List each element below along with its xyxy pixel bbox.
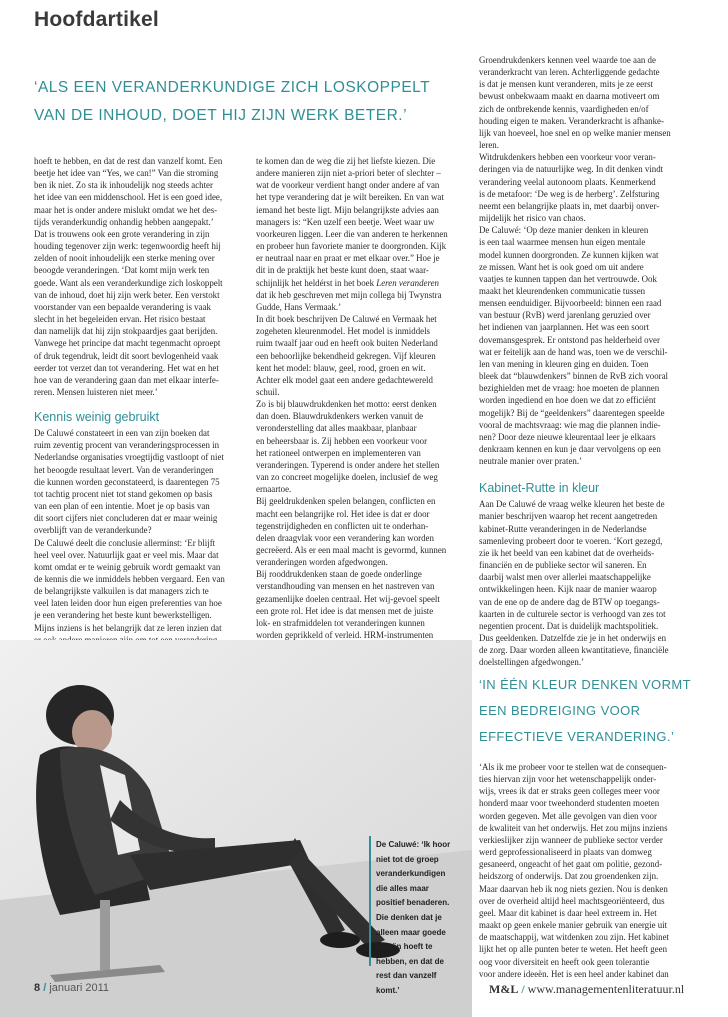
text-line: ernaartoe.: [256, 484, 292, 495]
text-line: Bij geeldrukdenken spelen belangen, conflicten en: [256, 496, 436, 507]
text-line: Aan De Caluwé de vraag welke kleuren het beste de: [479, 499, 665, 510]
pull-quote: [34, 74, 454, 130]
text-line: Mijns inziens is het belangrijk dat ze leren inzien dat: [34, 622, 222, 633]
text-line: verkieslijker zijn wanneer de publieke sector verder: [479, 834, 663, 845]
text-line: dovemansgesprek. Er ontstond pas helderheid over: [479, 334, 660, 345]
text-line: niet tot de groep: [376, 854, 439, 864]
text-line: Groendrukdenkers kennen veel waarde toe aan de: [479, 55, 656, 65]
text-line: vaatjes te kunnen tappen dan het vertrouwde. Ook: [479, 273, 657, 284]
text-line: Maar daarvan heb ik nog niets gezien. Nou is denken: [479, 883, 668, 894]
text-line: veronderstelling dat alles maakbaar, planbaar: [256, 423, 417, 434]
text-line: heidszorg of onderwijs. Dat zou groendenken zijn.: [479, 871, 659, 882]
paragraph: [479, 54, 691, 151]
text-line: mogelijk? Bij de “geeldenkers” daarentegen speelde: [479, 407, 665, 418]
text-line: maar het is onder andere mislukt omdat we het des-: [34, 204, 218, 215]
text-line: komt.’: [376, 985, 400, 995]
text-line: bewust onbekwaam maakt en daarna motiveert om: [479, 91, 660, 102]
text-line: overblijft van de veranderkunde?: [34, 525, 152, 536]
text-line: van de ene op de andere dag de BTW op toegangs-: [479, 596, 660, 607]
text-line: Zo is bij blauwdrukdenken het motto: eerst denken: [256, 399, 437, 410]
footer-slash: /: [43, 982, 47, 994]
text-line: andere manieren zijn niet a-priori beter of slechter –: [256, 168, 441, 179]
text-line: veranderkracht van leren. Achterliggende gedachte: [479, 67, 660, 78]
text-line: managers is: “Ken uzelf een beetje. Weet waar uw: [256, 216, 435, 227]
text-line: worden geprikkeld of verleid. HRM-instrumenten: [256, 630, 434, 641]
subheading-kennis: Kennis weinig gebruikt: [34, 410, 160, 425]
text-line: verandering veelal autonoom plaats. Kenmerkend: [479, 176, 656, 187]
paragraph: [479, 761, 691, 980]
text-line: het beoogde resultaat levert. Van de veranderingen: [34, 464, 214, 475]
text-line: ruim zeventig procent van veranderingsprocessen in: [34, 440, 220, 451]
text-line: In dit boek beschrijven De Caluwé en Vermaak het: [256, 314, 437, 325]
text-line: voor andere ideeën. Het is een heel ander kabinet dan: [479, 968, 669, 979]
text-line: Gudde, Hans Vermaak.’: [256, 301, 342, 312]
text-line: het type verandering dat je wilt bereiken. En van wat: [256, 192, 444, 203]
text-line: dit in de praktijk het beste kunt doen, staat waar-: [256, 265, 429, 276]
text-line: ruim twaalf jaar oud en heeft ook buiten Nederland: [256, 338, 438, 349]
text-line: ze missen. Want het is ook goed om uit andere: [479, 261, 644, 272]
text-line: neemt een belangrijke plaats in, met daarbij onver-: [479, 200, 660, 211]
text-line: is een taal waarmee mensen hun eigen mentale: [479, 237, 646, 248]
text-line: positief benaderen.: [376, 898, 450, 908]
text-line: daarbij walst men over allerlei maatschappelijke: [479, 572, 651, 583]
text-line: veranderingen. Typerend is onder andere het stellen: [256, 459, 440, 470]
text-line: zelden of nooit inhoudelijk een sterke mening over: [34, 253, 215, 264]
paragraph: [479, 498, 691, 668]
text-line: schijnlijk het heldérst in het boek Leren veranderen: [256, 277, 439, 288]
text-line: voorkeuren liggen. Leer die van anderen te herkennen: [256, 228, 448, 239]
text-line: model kunnen doorgronden. Ze kunnen kijken wat: [479, 249, 659, 260]
text-line: delen draagvlak voor een verandering kan worden: [256, 532, 434, 543]
text-line: nen? Door deze nieuwe kleurentaal leer je elkaars: [479, 431, 656, 442]
text-line: eerder tot verzet dan tot verandering. Het wat en het: [34, 362, 219, 373]
text-line: negentien procent. Dat is duidelijk machtspolitiek.: [479, 620, 659, 631]
text-line: hebben, en dat de: [376, 956, 445, 966]
text-line: Dat is trouwens ook een grote verandering in zijn: [34, 228, 210, 239]
paragraph: [479, 224, 691, 467]
text-line: len van mening in kleuren ging en duiden. Toen: [479, 358, 649, 369]
pull-quote-line: EEN BEDREIGING VOOR: [479, 703, 641, 718]
footer-brand: [489, 982, 684, 997]
text-line: het idee van een middenschool. Het is een goed idee,: [34, 192, 223, 203]
text-line: zogeheten kleurenmodel. Het model is inmiddels: [256, 326, 431, 337]
text-line: worden gegeven. Met alle gevolgen van dien voor: [479, 810, 657, 821]
paragraph: [479, 151, 691, 224]
text-line: lijk van hoeveel, hoe snel en op welke manier mensen: [479, 127, 671, 138]
text-line: vooral de machtsvraag: wie mag die plannen indie-: [479, 419, 661, 430]
text-line: Die denken dat je: [376, 912, 442, 922]
paragraph: [34, 427, 246, 646]
article-column-2: [256, 155, 468, 653]
text-line: beetje het idee van “Yes, we can!” Van die stroming: [34, 168, 219, 179]
text-line: over de overheid altijd heel machtsgeoriënteerd, dus: [479, 895, 665, 906]
text-line: ‘Als ik me probeer voor te stellen wat de consequen-: [479, 762, 667, 772]
text-line: Vanwege het principe dat macht tegenmacht oproept: [34, 338, 221, 349]
text-line: tegenstrijdigheden en conflicten uit te onderhan-: [256, 520, 429, 531]
text-line: slecht in het begeleiden ervan. Het risico bestaat: [34, 314, 206, 325]
text-line: van de inhoud, doet hij zijn werk beter. Een verstokt: [34, 289, 220, 300]
text-line: dan namelijk dat hij zijn stokpaardjes gaat berijden.: [34, 326, 218, 337]
text-line: ontwikkelingen heen. Kijk naar de manier waarop: [479, 584, 657, 595]
text-line: gesaneerd, ongeacht of het gaat om politie, gezond-: [479, 859, 663, 870]
text-line: maakt op geen enkele manier gebruik van energie uit: [479, 920, 668, 931]
text-line: mensen eenduidiger. Bijvoorbeeld: binnen een raad: [479, 298, 662, 309]
website-link[interactable]: www.managementenliteratuur.nl: [527, 982, 685, 996]
text-line: wat er feitelijk aan de hand was, toen we de verschil-: [479, 346, 668, 357]
text-line: Bij rooddrukdenken staan de goede onderlinge: [256, 569, 422, 580]
text-line: tijds veranderkundig onhandig hebben aangepakt.’: [34, 216, 214, 227]
text-line: het rationeel ontwerpen en implementeren van: [256, 447, 421, 458]
text-line: de kennis die we inmiddels hebben vergaard. Een van: [34, 574, 225, 584]
text-line: een grote rol. Het idee is dat mensen met de juiste: [256, 605, 434, 616]
text-line: macht een belangrijke rol. Het idee is dat er door: [256, 508, 430, 519]
text-line: komt omdat er te weinig gebruik wordt gemaakt van: [34, 561, 221, 572]
text-line: De Caluwé deelt die conclusie allerminst: ‘Er blijft: [34, 537, 216, 548]
pull-quote-line: ‘IN ÉÉN KLEUR DENKEN VORMT: [479, 677, 691, 692]
text-line: De Caluwé constateert in een van zijn boeken dat: [34, 428, 210, 439]
text-line: gezamenlijke doelen centraal. Het wij-gevoel speelt: [256, 593, 440, 604]
text-line: Dus geeldenken. Datzelfde zie je in het onderwijs en: [479, 633, 667, 644]
text-line: dit soort cijfers niet concluderen dat er maar weinig: [34, 513, 218, 524]
text-line: je een verandering het beste kunt bewerkstelligen.: [34, 610, 212, 621]
text-line: manier beschrijven waarop het recent aangetreden: [479, 511, 658, 522]
subheading-kabinet: Kabinet-Rutte in kleur: [479, 481, 600, 496]
text-line: Witdrukdenkers hebben een voorkeur voor veran-: [479, 152, 656, 163]
text-line: lijkt het op alle punten beter te weten. Het heeft geen: [479, 944, 668, 955]
text-line: kaarten in de culturele sector is verhoogd van zes tot: [479, 608, 666, 619]
text-line: De Caluwé: ‘Ik hoor: [376, 840, 451, 849]
text-line: kent het model: blauw, geel, rood, groen en wit.: [256, 362, 426, 373]
text-line: gecreëerd. Als er een maal macht is gevormd, kunnen: [256, 545, 447, 555]
text-line: het indienen van jaarplannen. Het was een soort: [479, 322, 650, 333]
text-line: veel laten leiden door hun eigen preferenties van hoe: [34, 598, 222, 609]
text-line: zie ik het beeld van een kabinet dat de overheids-: [479, 547, 655, 558]
brand-name: M&L: [489, 982, 519, 996]
text-line: de zorg. Daar worden alleen kwantitatieve, financiële: [479, 645, 669, 656]
text-line: maakt het kleurendenken communicatie tussen: [479, 285, 646, 296]
text-line: tot tachtig procent niet tot stand gekomen op basis: [34, 488, 213, 499]
text-line: honderd maar voor tweehonderd studenten moeten: [479, 798, 660, 809]
text-line: houding tegenover zijn werk: tegenwoordig heeft hij: [34, 241, 221, 252]
text-line: dat ik heb geschreven met mijn collega bij Twynstra: [256, 289, 442, 300]
text-line: deringen via de natuurlijke weg. In dit denken vindt: [479, 164, 664, 175]
text-line: lok- en strafmiddelen tot veranderingen kunnen: [256, 617, 425, 628]
text-line: worden ingediend en hoe doen we dat zo efficiënt: [479, 395, 656, 406]
text-line: en probeer hun favoriete manier te doorgronden. Kijk: [256, 241, 447, 252]
footer-page-info: [34, 982, 109, 994]
paragraph: [34, 155, 246, 398]
text-line: financiën en de publieke sector wil saneren. En: [479, 560, 647, 571]
text-line: ideeën hoeft te: [376, 942, 433, 952]
text-line: rest dan vanzelf: [376, 971, 437, 981]
text-line: goede. Want als een veranderkundige zich loskoppelt: [34, 277, 223, 288]
pull-quote-line: EFFECTIEVE VERANDERING.’: [479, 729, 675, 744]
paragraph: [256, 398, 468, 495]
page-number: 8: [34, 982, 41, 994]
article-column-1: [34, 155, 246, 646]
article-column-3: [479, 54, 691, 669]
text-line: kabinet-Rutte veranderingen in de Nederlandse: [479, 523, 647, 534]
text-line: de kwaliteit van het onderwijs. Het zou mijns inziens: [479, 822, 668, 833]
article-column-3-continued: [479, 761, 691, 980]
text-line: leren.: [479, 140, 499, 151]
text-line: Achter elk model gaat een andere gedachtewereld: [256, 374, 433, 385]
text-line: oog voor diversiteit en heeft ook geen tolerantie: [479, 956, 650, 967]
text-line: bleek dat “blauwdenkers” binnen de RvB zich vooral: [479, 371, 669, 382]
text-line: de maatschappij, wat witdenken zou zijn. Het kabinet: [479, 932, 670, 943]
text-line: dan doen. Blauwdrukdenkers werken vanuit de: [256, 411, 424, 422]
photo-caption: [376, 838, 462, 999]
text-line: die kunnen worden geconstateerd, is daarentegen 75: [34, 476, 220, 487]
text-line: iemand het beste ligt. Mijn belangrijkste advies aan: [256, 204, 439, 215]
text-line: bezighielden met de vraag: hoe moeten de plannen: [479, 383, 660, 394]
text-line: er neutraal naar en praat er met elkaar over.” Hoe je: [256, 253, 440, 264]
paragraph: [256, 495, 468, 568]
text-line: schuil.: [256, 386, 280, 397]
text-line: neutrale manier over praten.’: [479, 456, 582, 467]
text-line: Nederlandse organisaties vroegtijdig vastloopt of niet: [34, 452, 224, 463]
pull-quote-line: VAN DE INHOUD, DOET HIJ ZIJN WERK BETER.’: [34, 107, 408, 124]
text-line: denkraam kennen en kun je daar vervolgens op een: [479, 444, 661, 454]
text-line: doelstellingen afgedwongen.’: [479, 657, 584, 668]
text-line: veranderingen worden afgedwongen.: [256, 557, 388, 568]
text-line: veranderkundigen: [376, 869, 446, 879]
text-line: beoogde veranderingen. ‘Dat komt mijn werk ten: [34, 265, 210, 276]
text-line: ben ik niet. Zo sta ik inhoudelijk nog steeds achter: [34, 180, 213, 191]
text-line: is dat je mensen kunt veranderen, mits je ze eerst: [479, 79, 653, 90]
caption-accent-bar: [369, 836, 371, 966]
paragraph: [256, 155, 468, 313]
text-line: die alles maar: [376, 883, 429, 893]
text-line: alleen maar goede: [376, 927, 446, 937]
issue-date: januari 2011: [49, 982, 110, 994]
text-line: ties hiervan zijn voor het wetenschappelijk onder-: [479, 774, 657, 785]
text-line: wat de voorkeur verdient hangt onder andere af van: [256, 180, 440, 191]
text-line: zich de ontbrekende kennis, vaardigheden en/of: [479, 103, 649, 114]
text-line: van bestuur (RvB) werd jarenlang geruzied over: [479, 310, 651, 321]
text-line: mijdelijk het risico van chaos.: [479, 213, 586, 224]
pull-quote-line: ‘ALS EEN VERANDERKUNDIGE ZICH LOSKOPPELT: [34, 79, 431, 96]
text-line: De Caluwé: ‘Op deze manier denken in kleuren: [479, 225, 649, 236]
text-line: hoe van de verandering gaan dan met elkaar interfe-: [34, 374, 219, 385]
pull-quote-2: [479, 672, 699, 750]
text-line: en beheersbaar is. Zij hebben een voorkeur voor: [256, 435, 428, 446]
text-line: wijs, vrees ik dat er straks geen colleges meer voor: [479, 786, 660, 797]
text-line: samenleving probeert door te voeren. ‘Kort gezegd,: [479, 535, 663, 546]
text-line: verstandhouding van mensen en het nastreven van: [256, 581, 435, 592]
text-line: heel veel over. Natuurlijk gaat er veel mis. Maar dat: [34, 549, 219, 560]
book-title: Leren veranderen: [376, 277, 439, 288]
section-label: Hoofdartikel: [34, 8, 159, 31]
text-line: is de metafoor: ‘De weg is de herberg’. Zelfsturing: [479, 188, 660, 199]
text-line: voorstander van een bepaalde verandering is vaak: [34, 301, 211, 312]
text-line: houding eigen te maken. Veranderkracht is afhanke-: [479, 115, 664, 126]
text-line: werd geprofessionaliseerd in plaats van domweg: [479, 847, 652, 858]
text-line: van zo concreet mogelijke doelen, inclusief de weg: [256, 472, 438, 483]
text-line: hoeft te hebben, en dat de rest dan vanzelf komt. Een: [34, 156, 223, 166]
text-line: reren. Mensen luisteren niet meer.’: [34, 386, 158, 397]
text-line: van een plan of een intentie. Moet je op basis van: [34, 501, 210, 512]
text-line: te komen dan de weg die zij het liefste kiezen. Die: [256, 156, 436, 166]
text-line: een behoorlijke bekendheid gekregen. Vijf kleuren: [256, 350, 436, 361]
text-line: of druk tegendruk, leidt dit soort bevlogenheid vaak: [34, 350, 219, 361]
paragraph: [256, 313, 468, 398]
footer-slash: /: [521, 982, 525, 996]
text-line: geel. Maar dit kabinet is daar heel extreem in. Het: [479, 907, 657, 918]
text-line: de belangrijkste valkuilen is dat managers zich te: [34, 586, 209, 597]
